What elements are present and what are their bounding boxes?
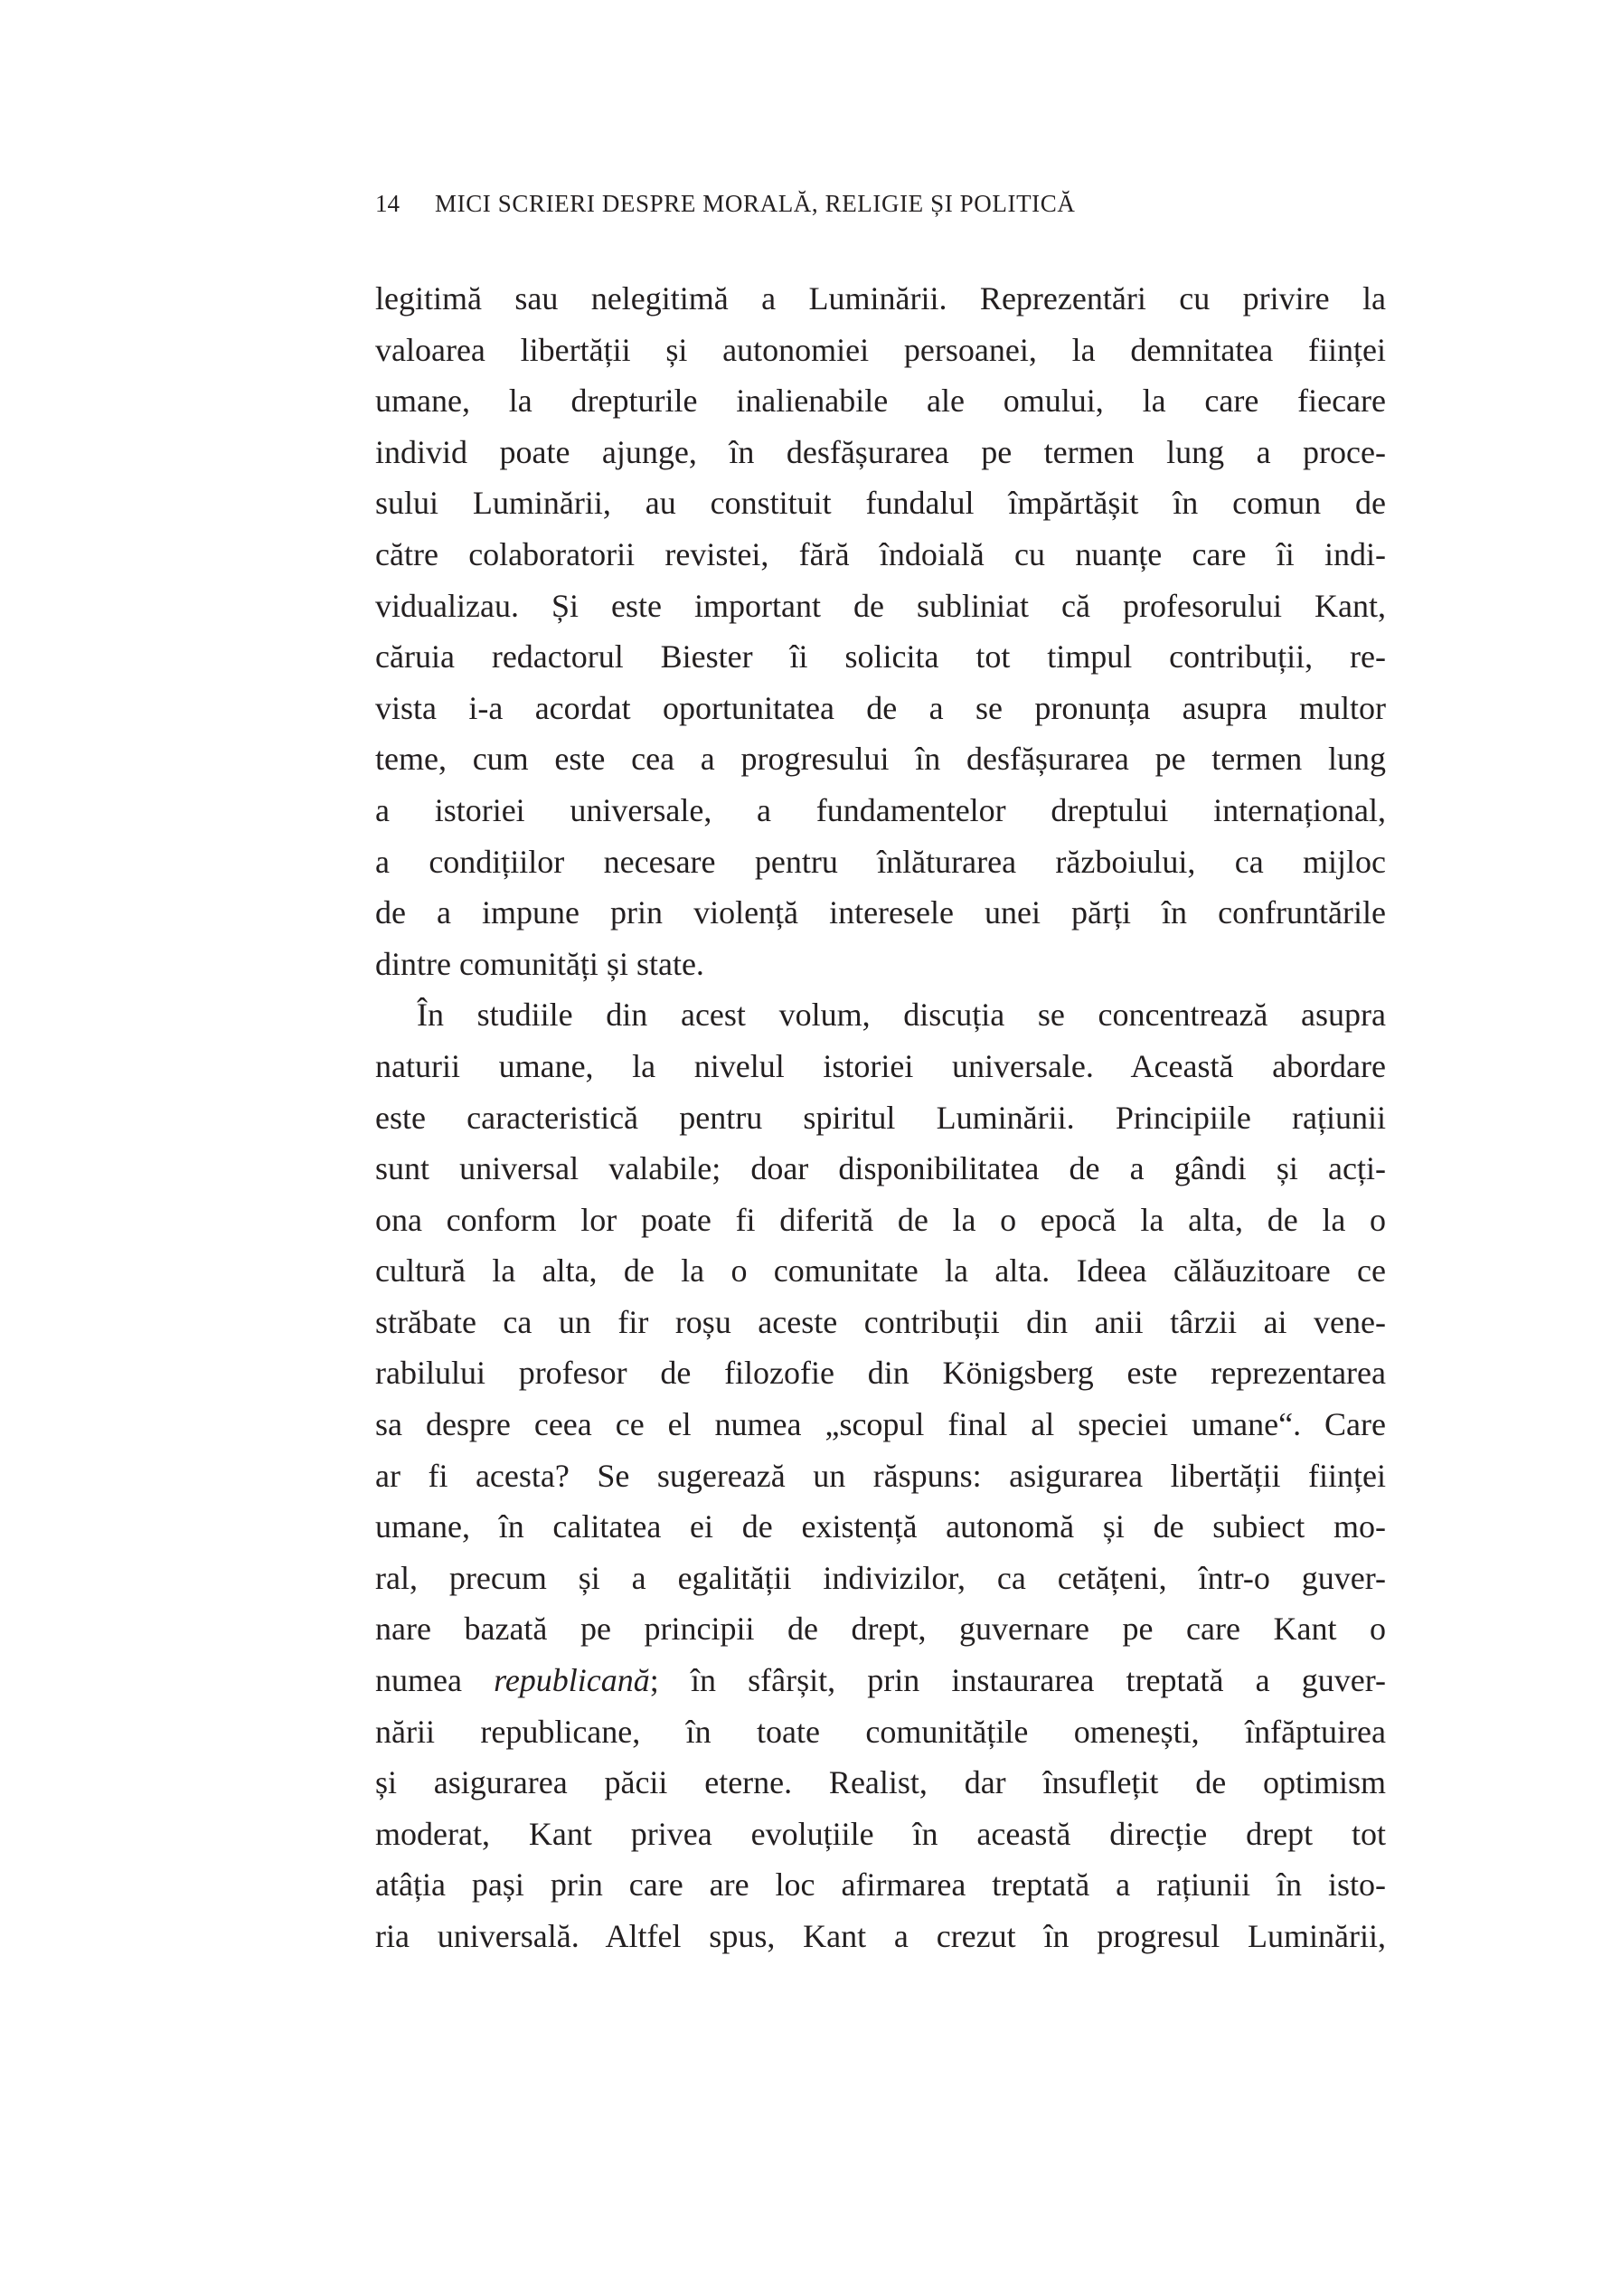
text-line: rabilului profesor de filozofie din Königsberg este reprezentarea <box>375 1355 1386 1392</box>
text-line: este caracteristică pentru spiritul Luminării. Principiile rațiunii <box>375 1099 1386 1136</box>
text-line: a condițiilor necesare pentru înlăturarea războiului, ca mijloc <box>375 843 1386 880</box>
text-segment: ; în sfârșit, prin instaurarea treptată a guver- <box>649 1662 1386 1699</box>
text-line: ria universală. Altfel spus, Kant a crezut în progresul Luminării, <box>375 1918 1386 1954</box>
running-header <box>375 185 1075 222</box>
text-line: vista i-a acordat oportunitatea de a se pronunța asupra multor <box>375 689 1386 726</box>
text-line: moderat, Kant privea evoluțiile în această direcție drept tot <box>375 1815 1386 1852</box>
text-line: către colaboratorii revistei, fără îndoială cu nuanțe care îi indi- <box>375 535 1386 572</box>
text-line: străbate ca un fir roșu aceste contribuții din anii târzii ai vene- <box>375 1303 1386 1340</box>
text-line-with-italic <box>375 1655 1386 1706</box>
text-line: legitimă sau nelegitimă a Luminării. Reprezentări cu privire la <box>375 280 1386 317</box>
text-line: atâția pași prin care are loc afirmarea treptată a rațiunii în isto- <box>375 1866 1386 1904</box>
text-line: și asigurarea păcii eterne. Realist, dar însuflețit de optimism <box>375 1764 1386 1801</box>
text-line: de a impune prin violență interesele unei părți în confruntările <box>375 894 1386 931</box>
running-title: MICI SCRIERI DESPRE MORALĂ, RELIGIE ȘI POLITICĂ <box>435 190 1076 217</box>
text-line: sa despre ceea ce el numea „scopul final al speciei umane“. Care <box>375 1406 1386 1443</box>
text-line: ar fi acesta? Se sugerează un răspuns: asigurarea libertății ființei <box>375 1457 1386 1494</box>
text-line: nare bazată pe principii de drept, guvernare pe care Kant o <box>375 1611 1386 1648</box>
text-line: sunt universal valabile; doar disponibilitatea de a gândi și acți- <box>375 1150 1386 1187</box>
text-line: căruia redactorul Biester îi solicita tot timpul contribuții, re- <box>375 638 1386 676</box>
text-line: vidualizau. Și este important de subliniat că profesorului Kant, <box>375 587 1386 624</box>
text-line: ral, precum și a egalității indivizilor, ca cetățeni, într-o guver- <box>375 1559 1386 1596</box>
text-line: individ poate ajunge, în desfășurarea pe termen lung a proce- <box>375 433 1386 470</box>
text-segment: numea <box>375 1662 495 1699</box>
paragraph-start-line: În studiile din acest volum, discuția se concentrează asupra <box>417 997 1386 1034</box>
paragraph-end-line: dintre comunități și state. <box>375 945 704 982</box>
text-line: umane, în calitatea ei de existență autonomă și de subiect mo- <box>375 1508 1386 1545</box>
text-line: umane, la drepturile inalienabile ale omului, la care fiecare <box>375 383 1386 420</box>
text-line: cultură la alta, de la o comunitate la alta. Ideea călăuzitoare ce <box>375 1252 1386 1290</box>
text-line: naturii umane, la nivelul istoriei universale. Această abordare <box>375 1047 1386 1084</box>
text-line: teme, cum este cea a progresului în desfășurarea pe termen lung <box>375 741 1386 778</box>
page-number: 14 <box>375 190 400 217</box>
text-line: sului Luminării, au constituit fundalul împărtășit în comun de <box>375 485 1386 522</box>
text-line: a istoriei universale, a fundamentelor dreptului internațional, <box>375 791 1386 828</box>
italic-term: republicană <box>494 1662 650 1699</box>
text-line: nării republicane, în toate comunitățile omenești, înfăptuirea <box>375 1713 1386 1750</box>
text-line: valoarea libertății și autonomiei persoanei, la demnitatea ființei <box>375 331 1386 368</box>
body-text <box>375 273 1386 1962</box>
text-line: ona conform lor poate fi diferită de la o epocă la alta, de la o <box>375 1201 1386 1238</box>
